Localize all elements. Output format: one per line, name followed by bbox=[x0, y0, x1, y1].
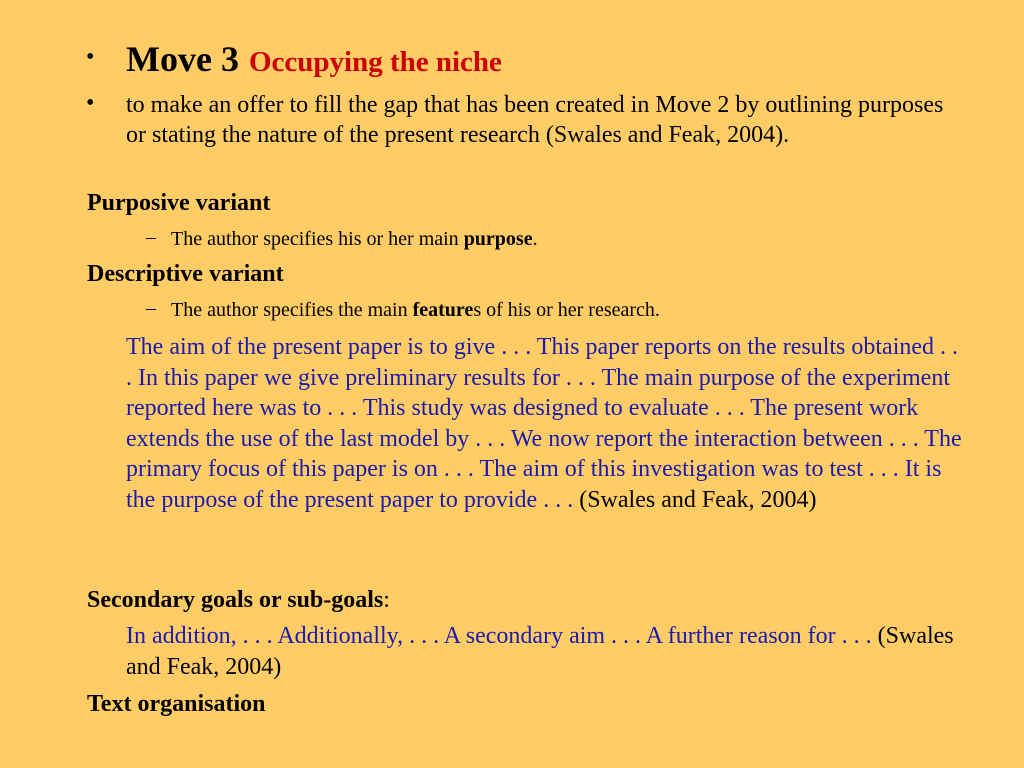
move-subtitle: Occupying the niche bbox=[248, 46, 502, 78]
descriptive-dash: – bbox=[146, 297, 156, 319]
intro-bullet: • bbox=[86, 90, 95, 116]
intro-text: to make an offer to fill the gap that has been created in Move 2 by outlining purposes or stating the nature of the present research (Swales and Feak, 2004). bbox=[126, 92, 944, 148]
example-phrases: The aim of the present paper is to give . . . This paper reports on the results obtained . . . In this paper we give preliminary results for . . . The main purpose of the experiment reported here was to . . . This study was designed to evaluate . . . The present work extends the use of the last model by . . . We now report the interaction between . . . The primary focus of this paper is on . . . The aim of this investigation was to test . . . It is the purpose of the present paper to provide . . . bbox=[126, 334, 962, 513]
slide-heading bbox=[126, 38, 502, 80]
descriptive-text-before: The author specifies the main bbox=[171, 299, 413, 321]
secondary-goals-heading bbox=[87, 585, 390, 615]
example-phrases-block bbox=[126, 332, 966, 515]
secondary-phrases: In addition, . . . Additionally, . . . A secondary aim . . . A further reason for . . . bbox=[126, 623, 872, 649]
secondary-goals-title: Secondary goals or sub-goals bbox=[87, 587, 384, 613]
purposive-description bbox=[171, 226, 538, 252]
descriptive-description bbox=[171, 297, 660, 323]
move-label: Move 3 bbox=[126, 39, 239, 79]
heading-bullet: • bbox=[86, 44, 95, 70]
purposive-text-after: . bbox=[532, 228, 538, 250]
descriptive-variant-heading: Descriptive variant bbox=[87, 261, 284, 287]
purposive-dash: – bbox=[146, 226, 156, 248]
secondary-phrases-block bbox=[126, 621, 966, 682]
secondary-goals-colon: : bbox=[383, 587, 390, 613]
text-organisation-heading: Text organisation bbox=[87, 691, 266, 717]
purposive-variant-heading: Purposive variant bbox=[87, 190, 271, 216]
descriptive-text-after: s of his or her research. bbox=[473, 299, 660, 321]
purposive-text-before: The author specifies his or her main bbox=[171, 228, 464, 250]
secondary-citation: (Swales and Feak, 2004) bbox=[126, 623, 954, 680]
purposive-keyword: purpose bbox=[463, 228, 533, 250]
example-citation: (Swales and Feak, 2004) bbox=[573, 486, 817, 513]
descriptive-keyword: feature bbox=[412, 299, 474, 321]
